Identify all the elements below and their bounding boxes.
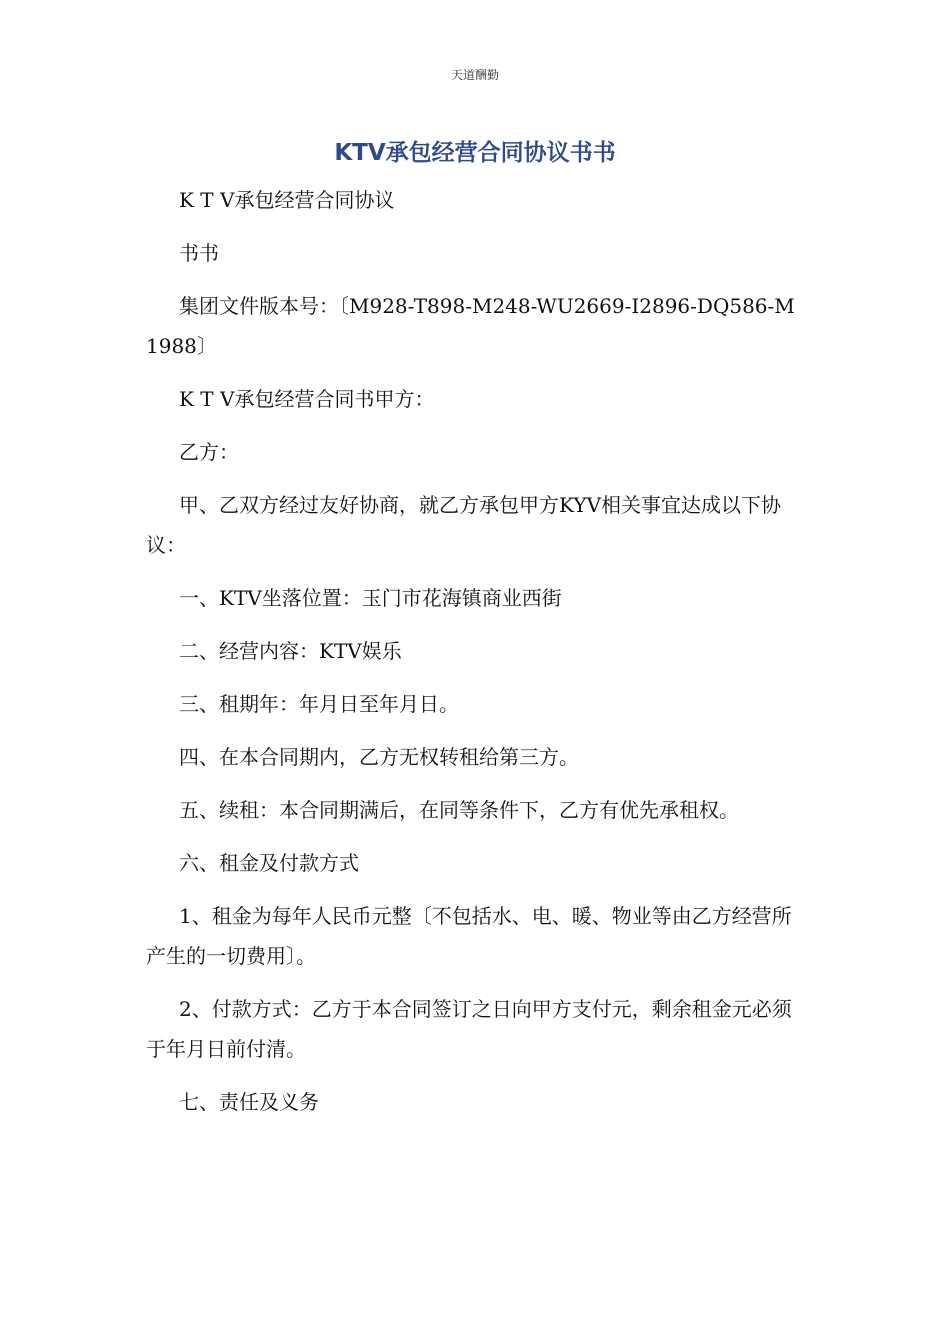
clause-renewal: 五、续租：本合同期满后，在同等条件下，乙方有优先承租权。	[179, 798, 739, 822]
clause-location: 一、KTV坐落位置：玉门市花海镇商业西街	[179, 586, 562, 610]
paragraph-version-number: 集团文件版本号：〔M928-T898-M248-WU2669-I2896-DQ586-M1988〕	[146, 294, 795, 358]
page-header-watermark: 天道酬勤	[450, 68, 499, 82]
paragraph-shushu: 书书	[179, 241, 219, 265]
clause-rent-payment-heading: 六、租金及付款方式	[179, 851, 359, 875]
document-title: KTV承包经营合同协议书书	[334, 140, 616, 166]
paragraph-ktv-heading: K T V承包经营合同协议	[179, 188, 395, 212]
clause-business-content: 二、经营内容：KTV娱乐	[179, 639, 402, 663]
paragraph-party-b: 乙方：	[179, 440, 239, 464]
clause-no-sublet: 四、在本合同期内，乙方无权转租给第三方。	[179, 745, 579, 769]
clause-lease-term: 三、租期年：年月日至年月日。	[179, 692, 459, 716]
paragraph-agreement-intro: 甲、乙双方经过友好协商，就乙方承包甲方KYV相关事宜达成以下协议：	[146, 493, 782, 557]
document-body	[146, 180, 806, 1135]
paragraph-party-a: K T V承包经营合同书甲方：	[179, 387, 435, 411]
clause-rent-amount: 1、租金为每年人民币元整〔不包括水、电、暖、物业等由乙方经营所产生的一切费用〕。	[146, 904, 792, 968]
clause-payment-method: 2、付款方式：乙方于本合同签订之日向甲方支付元，剩余租金元必须于年月日前付清。	[146, 997, 792, 1061]
clause-responsibilities-heading: 七、责任及义务	[179, 1090, 319, 1114]
